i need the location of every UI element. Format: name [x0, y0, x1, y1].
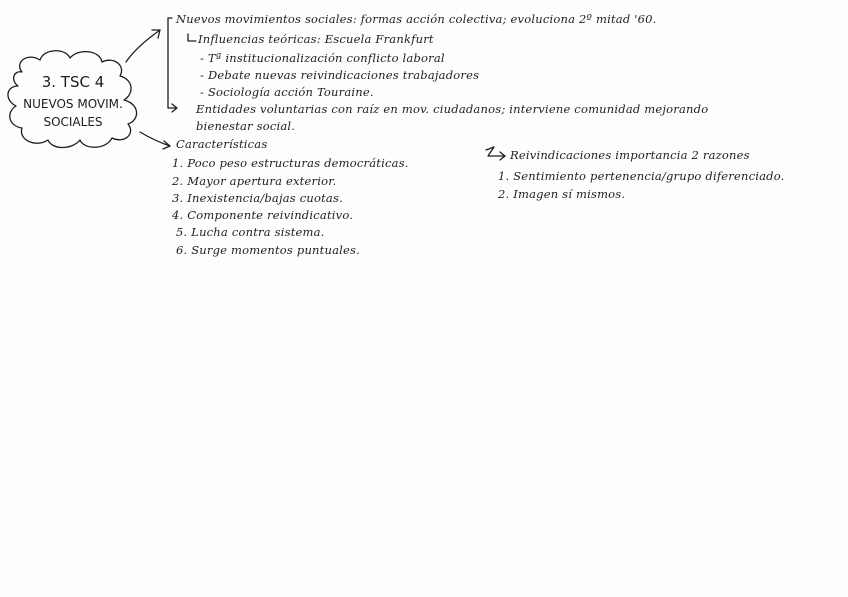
entities-line-1: Entidades voluntarias con raíz en mov. ciudadanos; interviene comunidad mejorando: [196, 102, 709, 116]
topic-line-1: 3. TSC 4: [41, 73, 105, 91]
characteristic-item: 3. Inexistencia/bajas cuotas.: [172, 191, 343, 205]
characteristic-item: 2. Mayor apertura exterior.: [172, 174, 337, 188]
claims-heading: Reivindicaciones importancia 2 razones: [510, 148, 750, 162]
claims-hook: [486, 147, 505, 156]
characteristic-item: 4. Componente reivindicativo.: [172, 208, 354, 222]
influences-heading: Influencias teóricas: Escuela Frankfurt: [198, 32, 434, 46]
entities-line-2: bienestar social.: [196, 119, 296, 133]
characteristic-item: 6. Surge momentos puntuales.: [176, 243, 360, 257]
influence-item: - Debate nuevas reivindicaciones trabajadores: [200, 68, 480, 82]
definition-text: Nuevos movimientos sociales: formas acción colectiva; evoluciona 2º mitad '60.: [176, 12, 657, 26]
influence-item: - Tª institucionalización conflicto laboral: [200, 51, 445, 65]
arrow-to-bracket: [126, 30, 160, 62]
influence-item: - Sociología acción Touraine.: [200, 85, 374, 99]
topic-line-2: NUEVOS MOVIM.: [23, 97, 123, 111]
characteristic-item: 1. Poco peso estructuras democráticas.: [172, 156, 409, 170]
claim-item: 2. Imagen sí mismos.: [498, 187, 626, 201]
influences-hook: [188, 34, 196, 41]
definition-bracket: [168, 18, 176, 108]
characteristics-heading: Características: [176, 137, 268, 151]
claim-item: 1. Sentimiento pertenencia/grupo diferenciado.: [498, 169, 785, 183]
arrow-to-characteristics: [140, 132, 170, 146]
characteristic-item: 5. Lucha contra sistema.: [176, 225, 325, 239]
topic-line-3: SOCIALES: [43, 115, 103, 129]
